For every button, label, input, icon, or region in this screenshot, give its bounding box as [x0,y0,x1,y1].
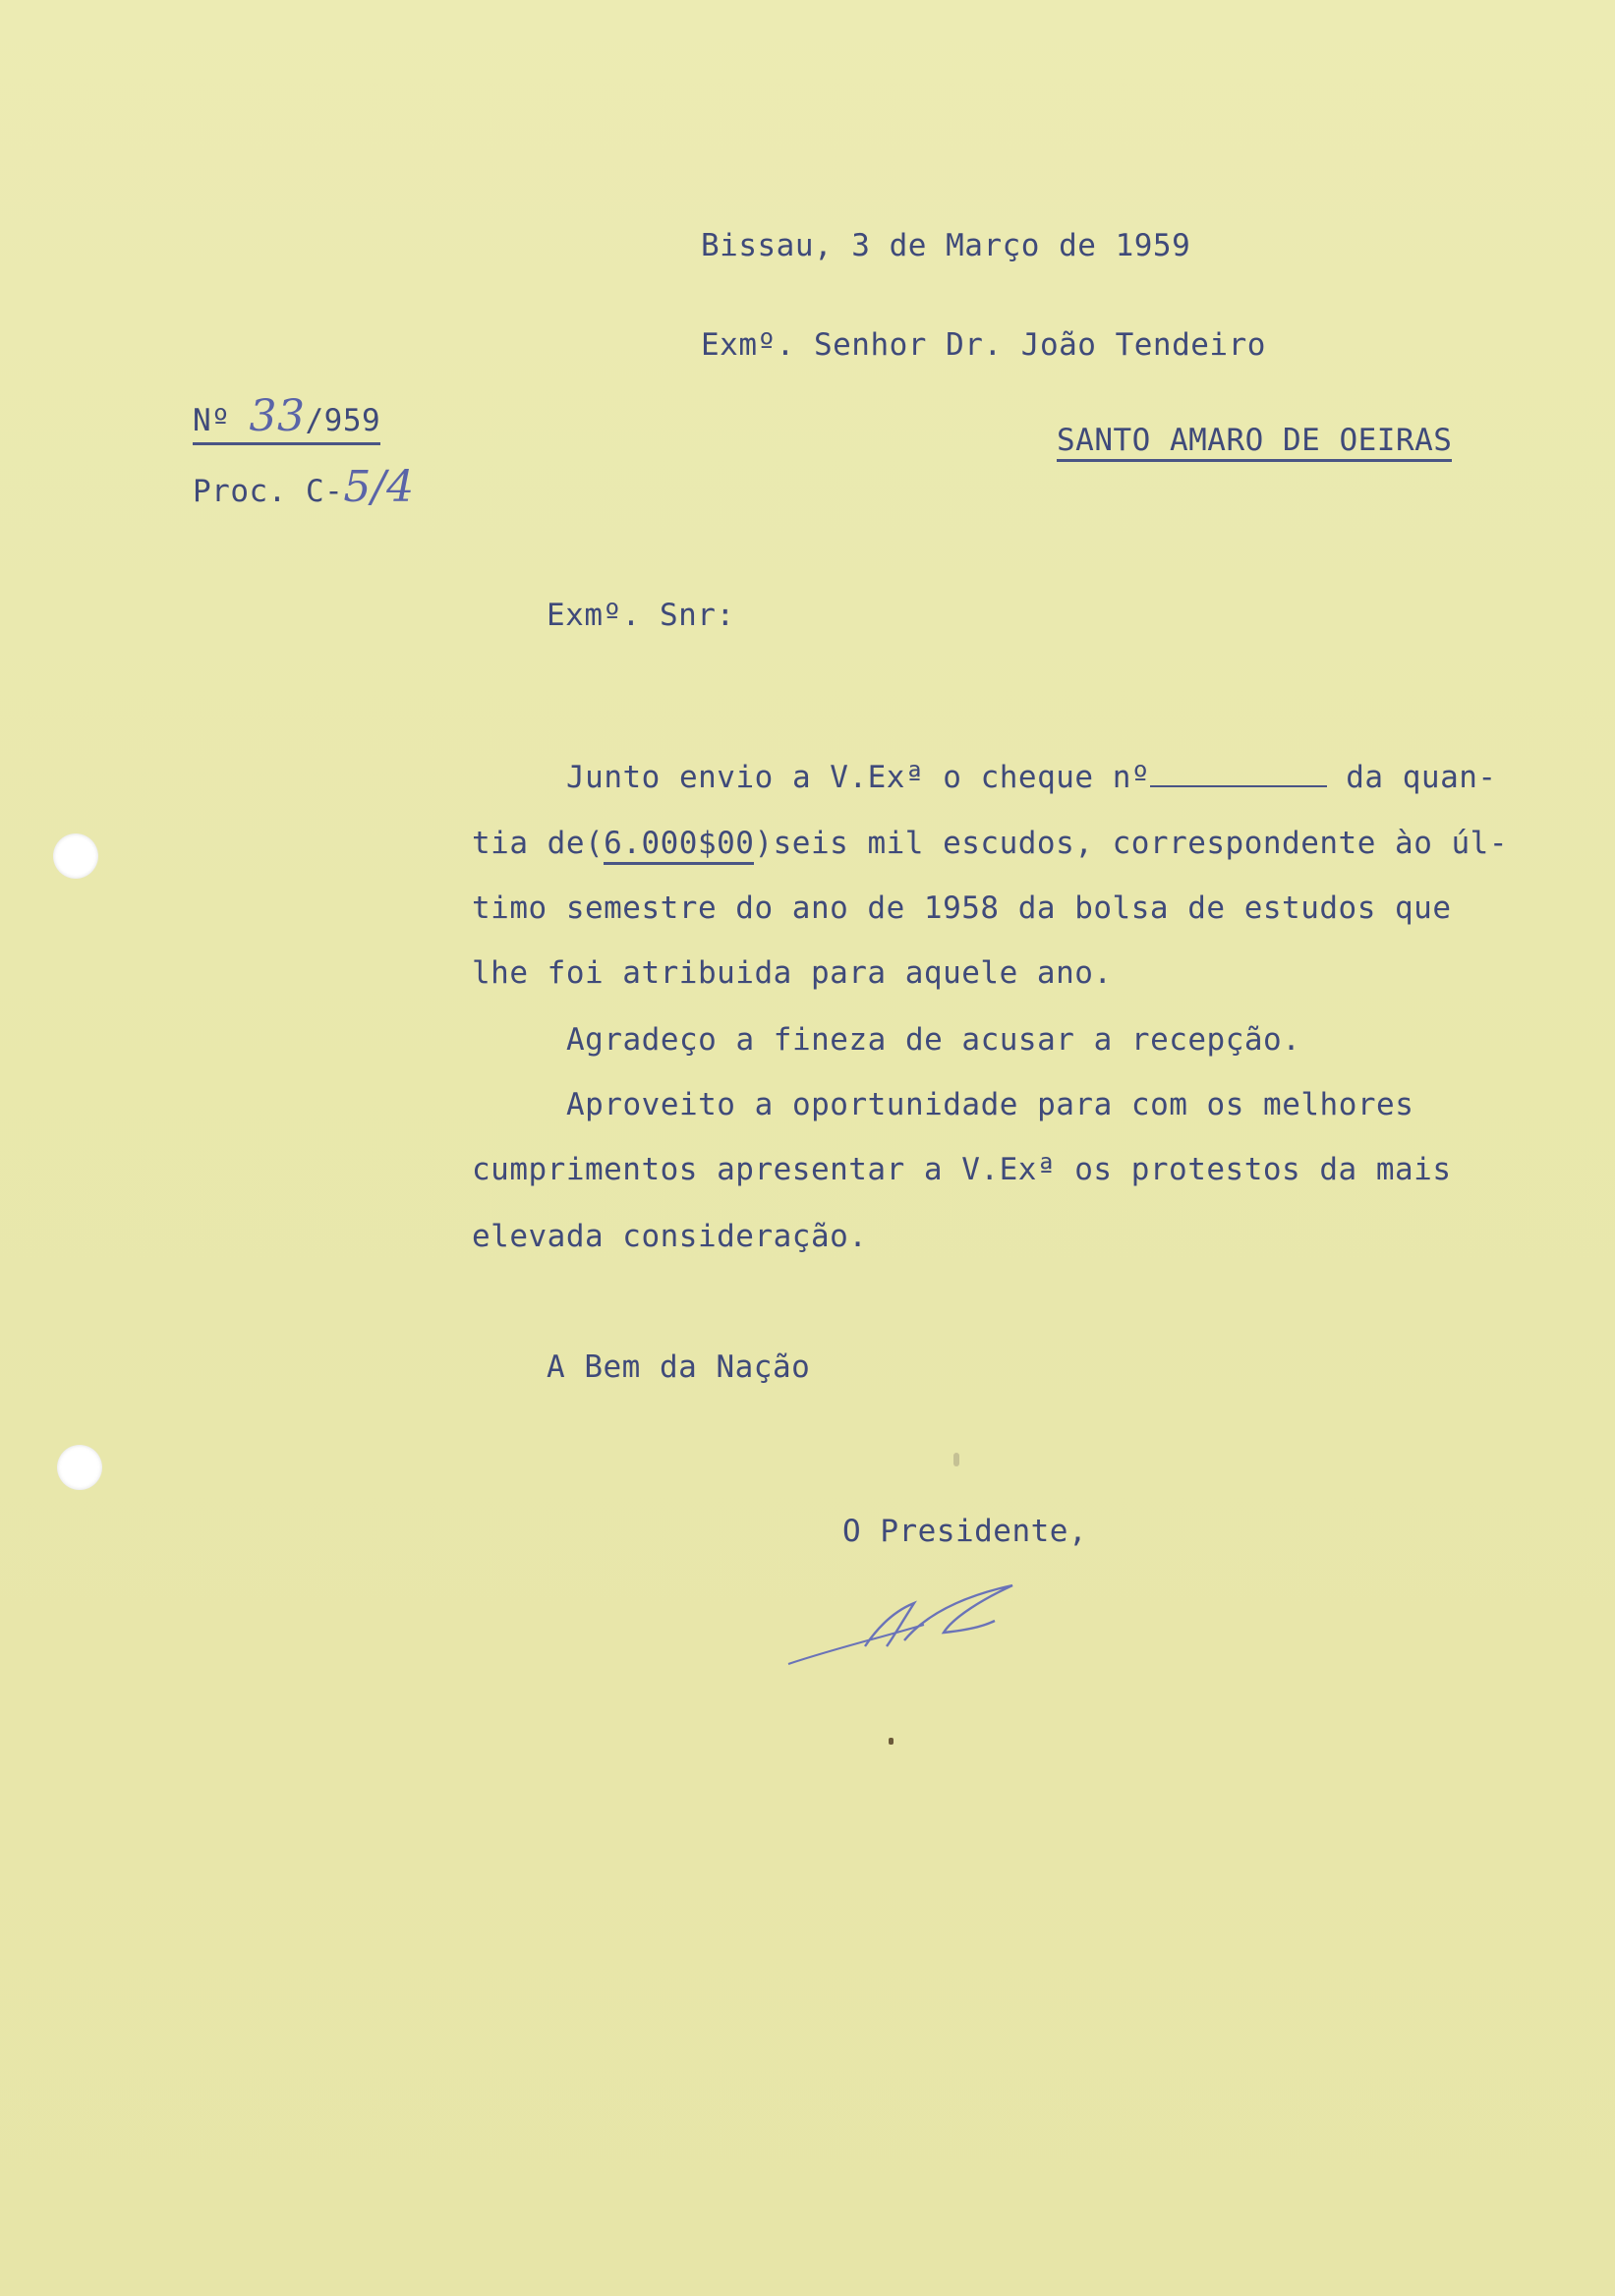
punch-hole-bottom [57,1445,102,1490]
paragraph-1-line-2 [472,826,1508,861]
ref-number-prefix: Nº [193,403,231,438]
place-date: Bissau, 3 de Março de 1959 [701,228,1191,263]
ref-number-suffix: /959 [305,403,381,438]
salutation: Exmº. Snr: [547,598,735,633]
p1-line-2-start: tia de( [472,826,605,861]
p1-line-1-text: Junto envio a V.Exª o cheque nº [566,760,1151,795]
amount-figure: 6.000$00 [604,826,754,865]
signatory-title: O Presidente, [842,1514,1088,1549]
paragraph-1-line-4: lhe foi atribuida para aquele ano. [472,955,1113,991]
ink-speck [889,1738,894,1745]
paragraph-3-line-3: elevada consideração. [472,1219,868,1254]
paper-mark [953,1453,959,1466]
cheque-number-blank [1150,764,1327,787]
process-reference [193,462,415,512]
paragraph-1-line-3: timo semestre do ano de 1958 da bolsa de estudos que [472,890,1452,926]
paragraph-2: Agradeço a fineza de acusar a recepção. [566,1022,1301,1058]
p1-line-1-end: da quan- [1346,760,1497,795]
proc-handwritten: 5/4 [343,462,415,512]
addressee-line: Exmº. Senhor Dr. João Tendeiro [701,327,1266,363]
paragraph-1-line-1 [566,760,1497,795]
punch-hole-top [53,833,98,879]
paragraph-3-line-2: cumprimentos apresentar a V.Exª os protestos da mais [472,1152,1452,1187]
paragraph-3-line-1: Aproveito a oportunidade para com os melhores [566,1087,1414,1122]
signature-mark [777,1578,1032,1676]
p1-line-2-end: )seis mil escudos, correspondente ào úl- [754,826,1509,861]
proc-label: Proc. C- [193,474,344,509]
addressee-location: SANTO AMARO DE OEIRAS [1057,423,1452,462]
closing-formula: A Bem da Nação [547,1349,811,1385]
ref-number-handwritten: 33 [249,391,306,441]
reference-number [193,391,380,445]
